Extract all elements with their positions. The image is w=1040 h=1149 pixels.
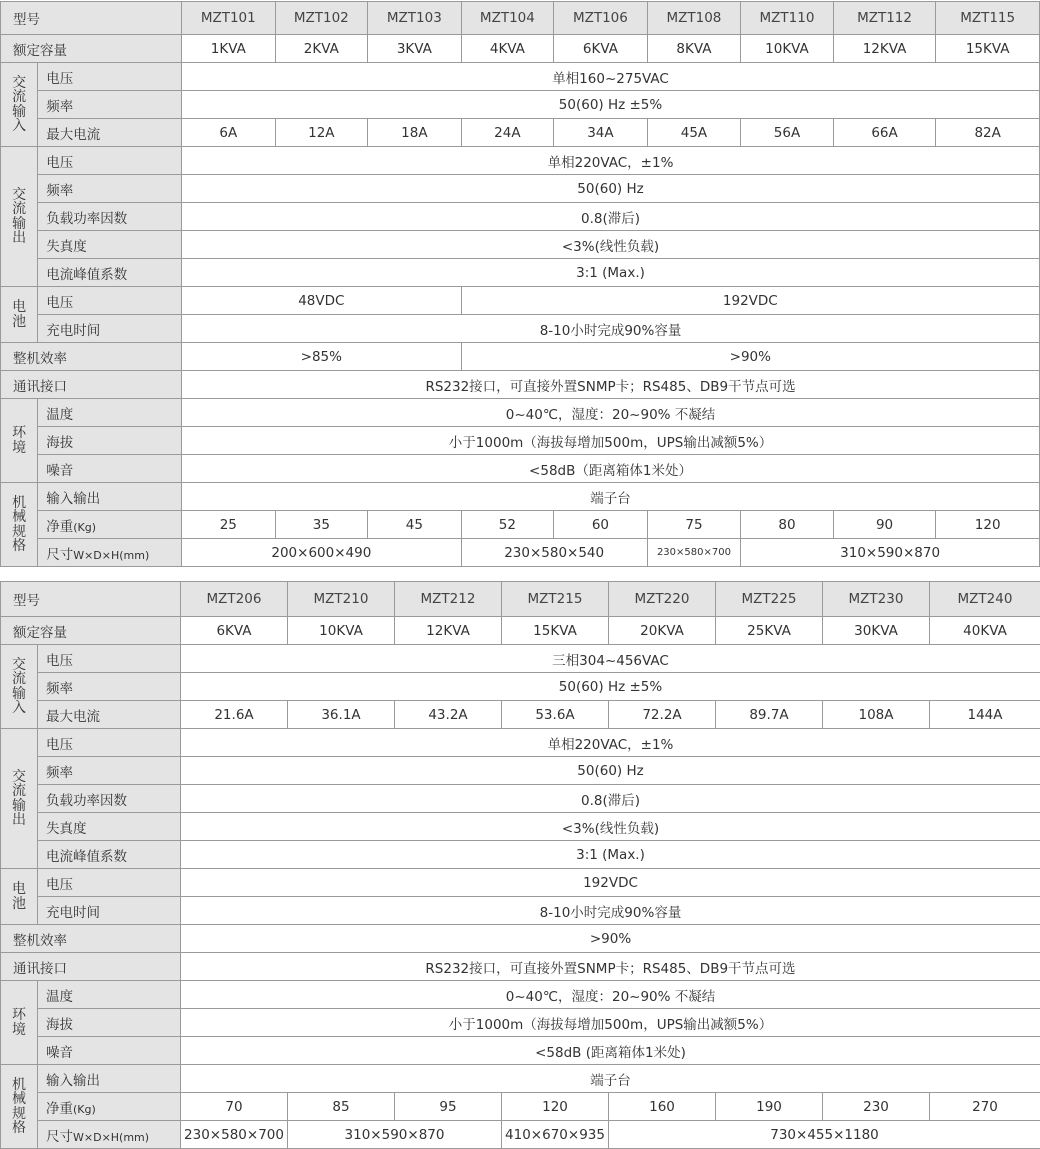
current-cell: 72.2A [609, 701, 716, 729]
row-label: 电压 [38, 729, 181, 757]
capacity-cell: 15KVA [936, 35, 1040, 63]
row-label: 温度 [38, 981, 181, 1009]
size-cell: 410×670×935 [502, 1121, 609, 1149]
model-cell: MZT215 [502, 582, 609, 617]
row-label: 净重(Kg) [38, 511, 182, 539]
unit-text: W×D×H(mm) [73, 1131, 149, 1144]
row-label: 充电时间 [38, 897, 181, 925]
capacity-cell: 12KVA [395, 617, 502, 645]
model-cell: MZT106 [554, 2, 648, 35]
distortion-value: <3%(线性负载) [181, 813, 1040, 841]
row-label: 电流峰值系数 [38, 841, 181, 869]
temperature-value: 0~40℃，湿度：20~90% 不凝结 [182, 399, 1040, 427]
capacity-cell: 15KVA [502, 617, 609, 645]
row-label: 电流峰值系数 [38, 259, 182, 287]
model-label: 型号 [1, 582, 181, 617]
weight-cell: 90 [833, 511, 936, 539]
row-label: 电压 [38, 63, 182, 91]
capacity-row [1, 617, 1040, 645]
size-cell: 310×590×870 [288, 1121, 502, 1149]
model-cell: MZT102 [275, 2, 368, 35]
weight-cell: 45 [368, 511, 462, 539]
weight-cell: 120 [502, 1093, 609, 1121]
header-row [1, 582, 1040, 617]
current-cell: 108A [823, 701, 930, 729]
capacity-cell: 1KVA [182, 35, 276, 63]
model-cell: MZT115 [936, 2, 1040, 35]
capacity-cell: 10KVA [741, 35, 834, 63]
size-cell: 230×580×700 [181, 1121, 288, 1149]
weight-cell: 60 [554, 511, 648, 539]
unit-text: W×D×H(mm) [73, 549, 149, 562]
weight-cell: 120 [936, 511, 1040, 539]
io-value: 端子台 [182, 483, 1040, 511]
row-label: 海拔 [38, 1009, 181, 1037]
weight-cell: 70 [181, 1093, 288, 1121]
row-label: 失真度 [38, 813, 181, 841]
efficiency-value: >90% [181, 925, 1040, 953]
unit-text: (Kg) [73, 1103, 96, 1116]
capacity-label: 额定容量 [1, 617, 181, 645]
efficiency-label: 整机效率 [1, 343, 182, 371]
capacity-cell: 2KVA [275, 35, 368, 63]
model-cell: MZT240 [930, 582, 1040, 617]
capacity-cell: 25KVA [716, 617, 823, 645]
current-cell: 24A [461, 119, 554, 147]
row-label: 频率 [38, 673, 181, 701]
unit-text: (Kg) [73, 521, 96, 534]
row-label: 电压 [38, 287, 182, 315]
capacity-cell: 10KVA [288, 617, 395, 645]
efficiency-value: >90% [461, 343, 1039, 371]
section-ac-input: 交流输入 [1, 645, 38, 729]
capacity-cell: 30KVA [823, 617, 930, 645]
row-label: 电压 [38, 645, 181, 673]
section-environment: 环境 [1, 399, 38, 483]
weight-cell: 35 [275, 511, 368, 539]
capacity-label: 额定容量 [1, 35, 182, 63]
current-cell: 82A [936, 119, 1040, 147]
size-cell: 730×455×1180 [609, 1121, 1040, 1149]
model-cell: MZT112 [833, 2, 936, 35]
row-label: 频率 [38, 91, 182, 119]
section-ac-input: 交流输入 [1, 63, 38, 147]
altitude-value: 小于1000m（海拔每增加500m，UPS输出减额5%） [181, 1009, 1040, 1037]
row-label: 负载功率因数 [38, 203, 182, 231]
current-cell: 34A [554, 119, 648, 147]
section-ac-output: 交流输出 [1, 147, 38, 287]
input-voltage-value: 单相160~275VAC [182, 63, 1040, 91]
current-cell: 45A [647, 119, 741, 147]
row-label: 尺寸W×D×H(mm) [38, 1121, 181, 1149]
battery-voltage-value: 192VDC [181, 869, 1040, 897]
model-cell: MZT210 [288, 582, 395, 617]
temperature-value: 0~40℃，湿度：20~90% 不凝结 [181, 981, 1040, 1009]
current-cell: 18A [368, 119, 462, 147]
capacity-cell: 6KVA [554, 35, 648, 63]
row-label: 频率 [38, 175, 182, 203]
current-cell: 66A [833, 119, 936, 147]
current-cell: 144A [930, 701, 1040, 729]
altitude-value: 小于1000m（海拔每增加500m，UPS输出减额5%） [182, 427, 1040, 455]
header-row [1, 2, 1040, 35]
model-cell: MZT104 [461, 2, 554, 35]
row-label: 输入输出 [38, 1065, 181, 1093]
weight-cell: 160 [609, 1093, 716, 1121]
input-frequency-value: 50(60) Hz ±5% [182, 91, 1040, 119]
battery-voltage-value: 192VDC [461, 287, 1039, 315]
capacity-cell: 20KVA [609, 617, 716, 645]
io-value: 端子台 [181, 1065, 1040, 1093]
model-cell: MZT206 [181, 582, 288, 617]
weight-cell: 190 [716, 1093, 823, 1121]
current-cell: 12A [275, 119, 368, 147]
noise-value: <58dB (距离箱体1米处) [181, 1037, 1040, 1065]
model-cell: MZT110 [741, 2, 834, 35]
comm-value: RS232接口，可直接外置SNMP卡；RS485、DB9干节点可选 [181, 953, 1040, 981]
efficiency-label: 整机效率 [1, 925, 181, 953]
section-battery: 电池 [1, 869, 38, 925]
row-label: 电压 [38, 147, 182, 175]
battery-voltage-value: 48VDC [182, 287, 462, 315]
size-cell: 230×580×540 [461, 539, 647, 567]
row-label: 失真度 [38, 231, 182, 259]
crest-factor-value: 3:1 (Max.) [181, 841, 1040, 869]
model-label: 型号 [1, 2, 182, 35]
model-cell: MZT225 [716, 582, 823, 617]
capacity-cell: 4KVA [461, 35, 554, 63]
row-label: 噪音 [38, 455, 182, 483]
row-label: 输入输出 [38, 483, 182, 511]
row-label: 海拔 [38, 427, 182, 455]
section-battery: 电池 [1, 287, 38, 343]
model-cell: MZT103 [368, 2, 462, 35]
model-cell: MZT230 [823, 582, 930, 617]
section-ac-output: 交流输出 [1, 729, 38, 869]
spec-table-mzt100-series [0, 1, 1040, 567]
row-label: 净重(Kg) [38, 1093, 181, 1121]
power-factor-value: 0.8(滞后) [182, 203, 1040, 231]
distortion-value: <3%(线性负载) [182, 231, 1040, 259]
row-label: 最大电流 [38, 701, 181, 729]
current-cell: 56A [741, 119, 834, 147]
weight-cell: 230 [823, 1093, 930, 1121]
weight-cell: 25 [182, 511, 276, 539]
model-cell: MZT101 [182, 2, 276, 35]
row-label: 尺寸W×D×H(mm) [38, 539, 182, 567]
charge-time-value: 8-10小时完成90%容量 [182, 315, 1040, 343]
section-mechanical: 机械规格 [1, 483, 38, 567]
weight-cell: 85 [288, 1093, 395, 1121]
model-cell: MZT220 [609, 582, 716, 617]
row-label: 电压 [38, 869, 181, 897]
comm-value: RS232接口，可直接外置SNMP卡；RS485、DB9干节点可选 [182, 371, 1040, 399]
output-frequency-value: 50(60) Hz [181, 757, 1040, 785]
charge-time-value: 8-10小时完成90%容量 [181, 897, 1040, 925]
weight-cell: 95 [395, 1093, 502, 1121]
weight-cell: 80 [741, 511, 834, 539]
current-cell: 21.6A [181, 701, 288, 729]
output-voltage-value: 单相220VAC，±1% [182, 147, 1040, 175]
section-mechanical: 机械规格 [1, 1065, 38, 1149]
crest-factor-value: 3:1 (Max.) [182, 259, 1040, 287]
size-cell: 230×580×700 [647, 539, 741, 567]
efficiency-value: >85% [182, 343, 462, 371]
row-label: 频率 [38, 757, 181, 785]
row-label: 负载功率因数 [38, 785, 181, 813]
row-label: 噪音 [38, 1037, 181, 1065]
capacity-cell: 3KVA [368, 35, 462, 63]
row-label: 最大电流 [38, 119, 182, 147]
size-cell: 200×600×490 [182, 539, 462, 567]
input-voltage-value: 三相304~456VAC [181, 645, 1040, 673]
output-frequency-value: 50(60) Hz [182, 175, 1040, 203]
capacity-row [1, 35, 1040, 63]
model-cell: MZT108 [647, 2, 741, 35]
current-cell: 53.6A [502, 701, 609, 729]
size-cell: 310×590×870 [741, 539, 1040, 567]
weight-cell: 52 [461, 511, 554, 539]
current-cell: 89.7A [716, 701, 823, 729]
comm-label: 通讯接口 [1, 371, 182, 399]
noise-value: <58dB（距离箱体1米处） [182, 455, 1040, 483]
spec-table-mzt200-series [0, 581, 1040, 1149]
weight-cell: 270 [930, 1093, 1040, 1121]
weight-cell: 75 [647, 511, 741, 539]
comm-label: 通讯接口 [1, 953, 181, 981]
current-cell: 43.2A [395, 701, 502, 729]
section-environment: 环境 [1, 981, 38, 1065]
capacity-cell: 8KVA [647, 35, 741, 63]
current-cell: 6A [182, 119, 276, 147]
power-factor-value: 0.8(滞后) [181, 785, 1040, 813]
row-label: 温度 [38, 399, 182, 427]
row-label: 充电时间 [38, 315, 182, 343]
capacity-cell: 12KVA [833, 35, 936, 63]
output-voltage-value: 单相220VAC，±1% [181, 729, 1040, 757]
input-frequency-value: 50(60) Hz ±5% [181, 673, 1040, 701]
capacity-cell: 6KVA [181, 617, 288, 645]
model-cell: MZT212 [395, 582, 502, 617]
current-cell: 36.1A [288, 701, 395, 729]
capacity-cell: 40KVA [930, 617, 1040, 645]
